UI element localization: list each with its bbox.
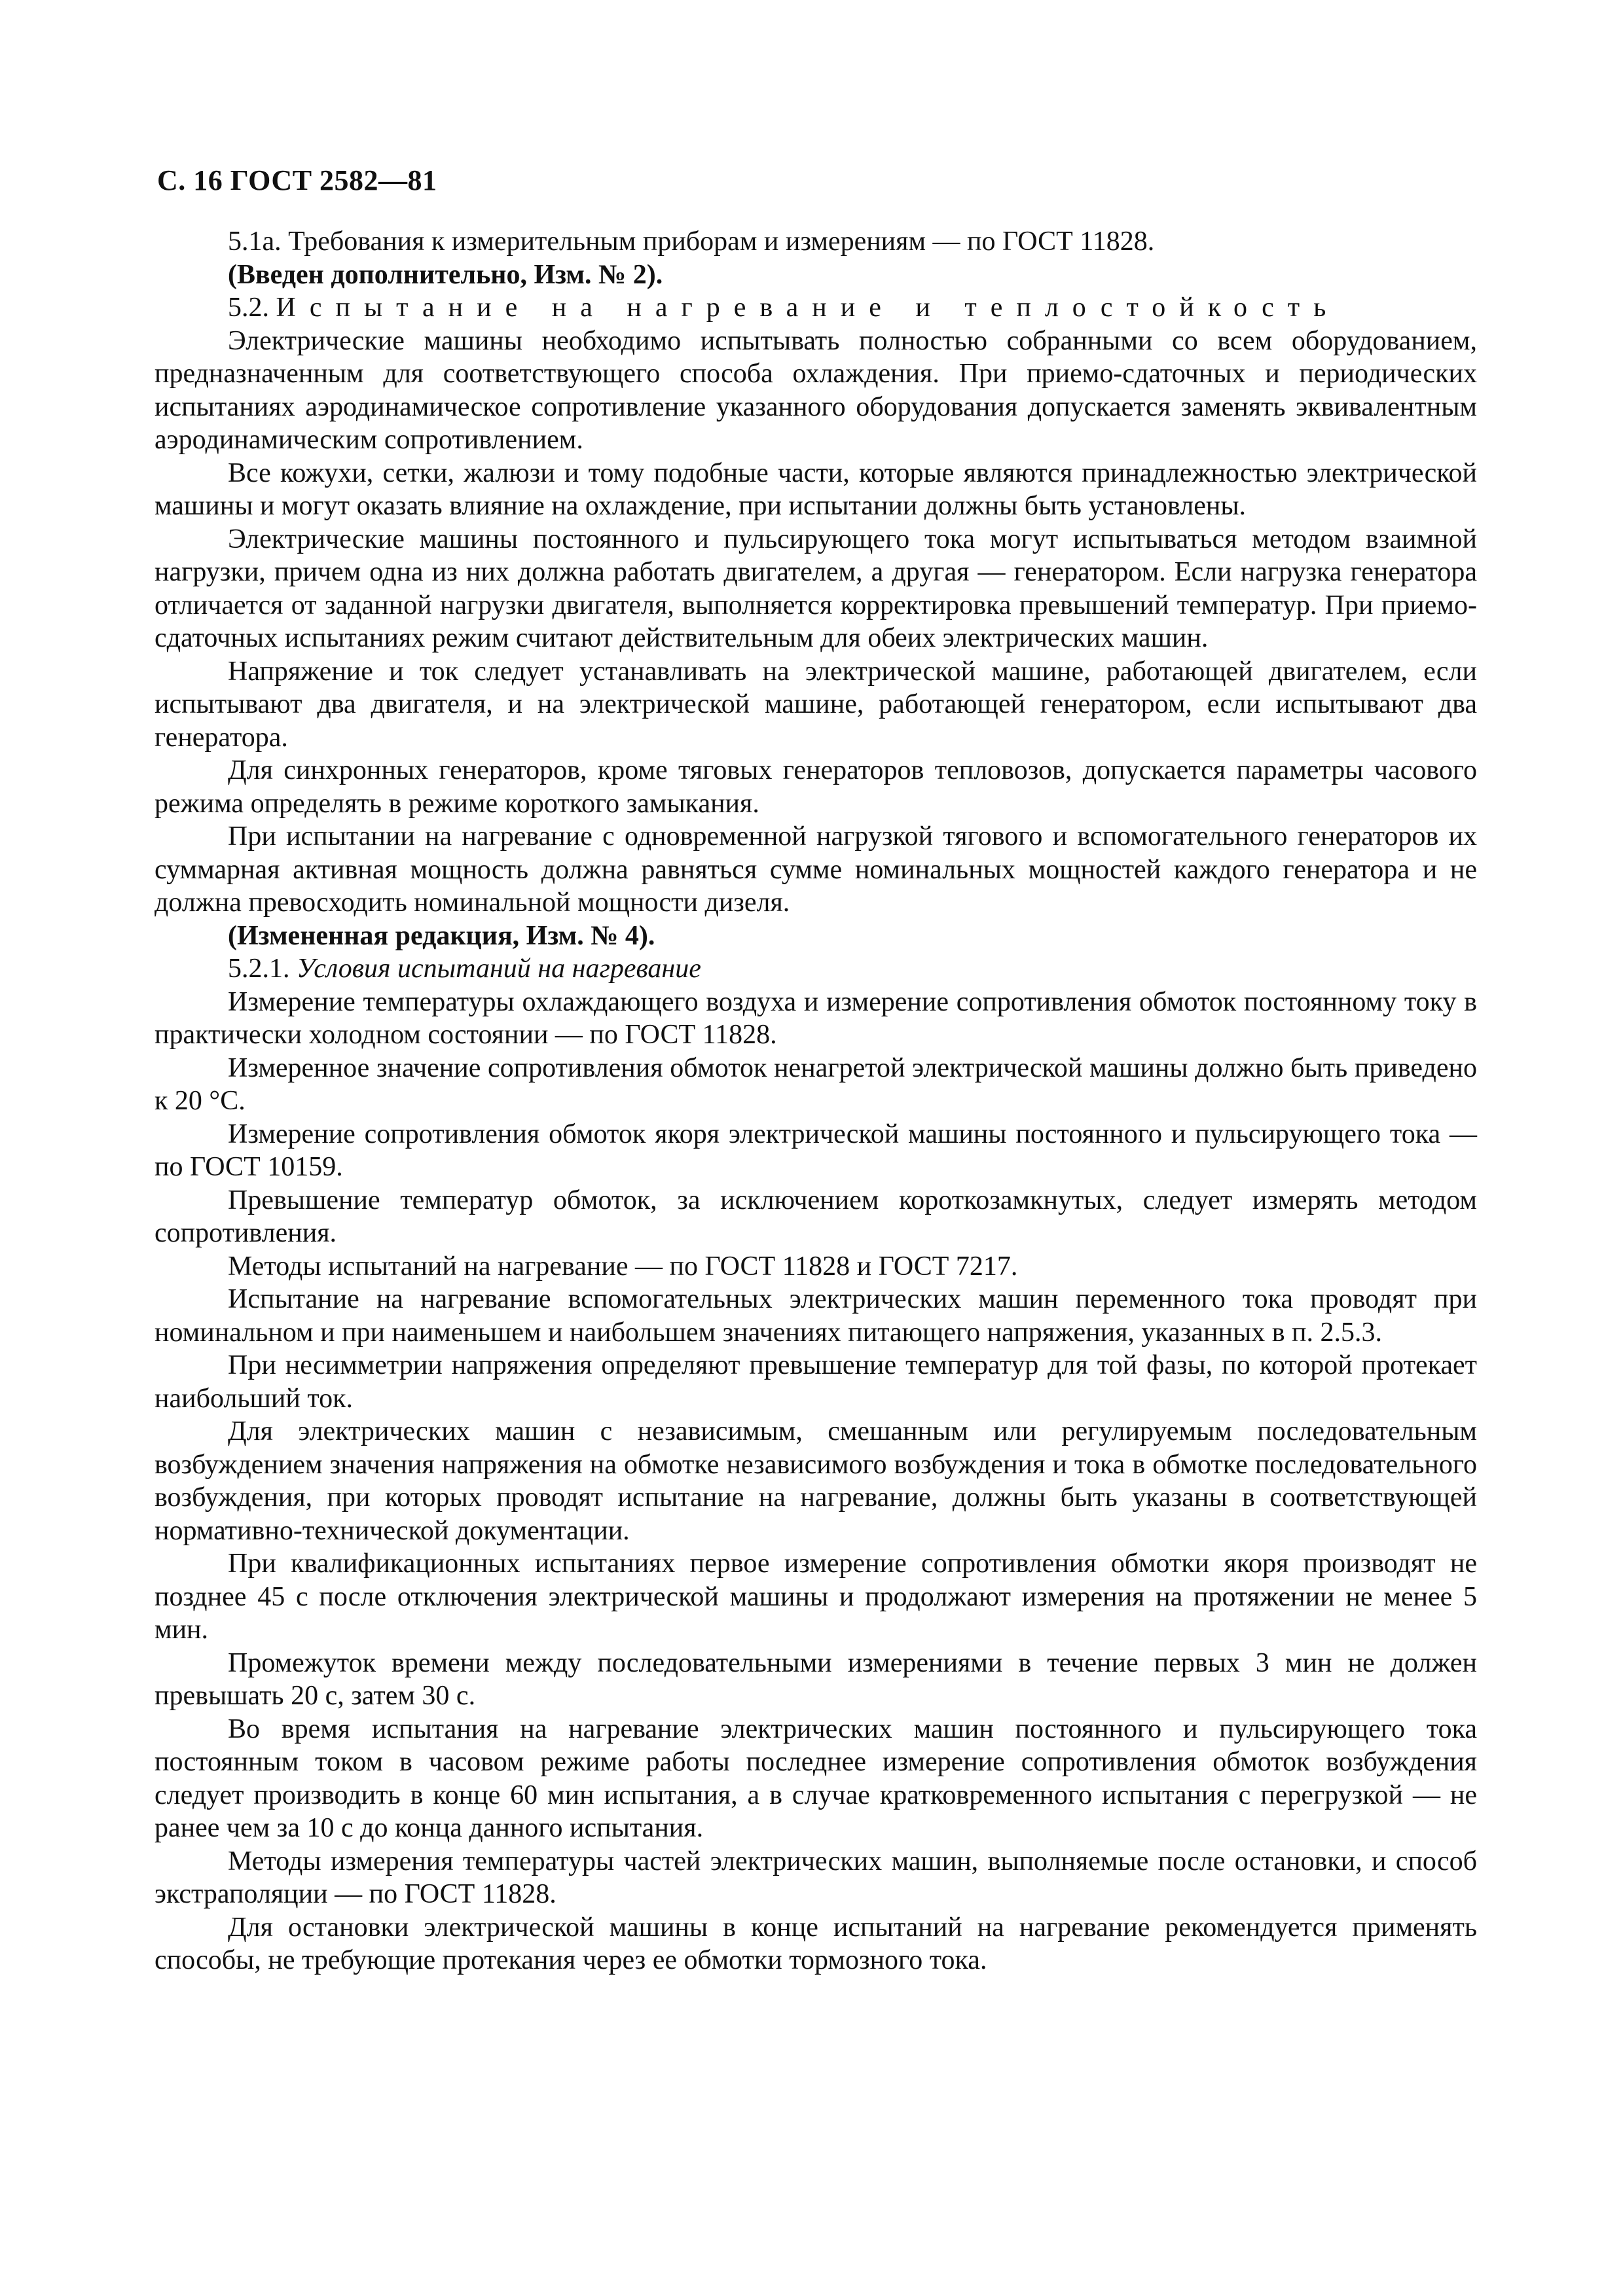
paragraph: Все кожухи, сетки, жалюзи и тому подобные части, которые являются принадлежностью электрической машины и могут оказать влияние на охлаждение, при испытании должны быть установлены. (155, 457, 1477, 521)
paragraph: Измерение сопротивления обмоток якоря электрической машины постоянного и пульсирующего тока — по ГОСТ 10159. (155, 1119, 1477, 1182)
subsection-number: 5.2.1. (228, 954, 290, 984)
paragraph: Испытание на нагревание вспомогательных электрических машин переменного тока проводят при номинальном и при наименьшем и наибольшем значениях питающего напряжения, указанных в п. 2.5.3. (155, 1284, 1477, 1348)
paragraph: Электрические машины необходимо испытывать полностью собранными со всем оборудованием, предназначенным для соответствующего способа охлаждения. При приемо-сдаточных и периодических испытаниях аэродинамическое сопротивление указанного оборудования допускается заменять эквивалентным аэродинамическим сопротивлением. (155, 325, 1477, 455)
paragraph: Методы измерения температуры частей электрических машин, выполняемые после остановки, и способ экстраполяции — по ГОСТ 11828. (155, 1846, 1477, 1909)
document-body (155, 225, 1477, 1977)
paragraph: При испытании на нагревание с одновременной нагрузкой тягового и вспомогательного генераторов их суммарная активная мощность должна равняться сумме номинальных мощностей каждого генератора и не должна превосходить номинальной мощности дизеля. (155, 821, 1477, 918)
paragraph: Промежуток времени между последовательными измерениями в течение первых 3 мин не должен превышать 20 с, затем 30 с. (155, 1647, 1477, 1711)
amendment-note-4: (Измененная редакция, Изм. № 4). (228, 920, 655, 951)
amendment-note-2: (Введен дополнительно, Изм. № 2). (228, 259, 663, 290)
paragraph: Превышение температур обмоток, за исключением короткозамкнутых, следует измерять методом сопротивления. (155, 1185, 1477, 1248)
paragraph: Электрические машины постоянного и пульсирующего тока могут испытываться методом взаимной нагрузки, причем одна из них должна работать двигателем, а другая — генератором. Если нагрузка генератора отличается от заданной нагрузки двигателя, выполняется корректировка превышений температур. При приемо-сдаточных испытаниях режим считают действительным для обеих электрических машин. (155, 524, 1477, 653)
section-heading-5-2 (155, 291, 1477, 325)
subsection-title: Условия испытаний на нагревание (297, 954, 701, 984)
paragraph: Для электрических машин с независимым, смешанным или регулируемым последовательным возбуждением значения напряжения на обмотке независимого возбуждения и тока в обмотке последовательного возбуждения, при которых проводят испытание на нагревание, должны быть указаны в соответствующей нормативно-технической документации. (155, 1416, 1477, 1546)
section-number: 5.2. (228, 293, 269, 323)
paragraph: При квалификационных испытаниях первое измерение сопротивления обмотки якоря производят не позднее 45 с после отключения электрической машины и продолжают измерения на протяжении не менее 5 мин. (155, 1549, 1477, 1645)
paragraph: При несимметрии напряжения определяют превышение температур для той фазы, по которой протекает наибольший ток. (155, 1350, 1477, 1414)
paragraph: Методы испытаний на нагревание — по ГОСТ 11828 и ГОСТ 7217. (228, 1251, 1018, 1282)
paragraph: Для синхронных генераторов, кроме тяговых генераторов тепловозов, допускается параметры часового режима определять в режиме короткого замыкания. (155, 755, 1477, 819)
page-header: С. 16 ГОСТ 2582—81 (157, 164, 437, 196)
paragraph: Для остановки электрической машины в конце испытаний на нагревание рекомендуется применять способы, не требующие протекания через ее обмотки тормозного тока. (155, 1912, 1477, 1975)
section-title: Испытание на нагревание и теплостойкость (276, 293, 1340, 323)
paragraph: Во время испытания на нагревание электрических машин постоянного и пульсирующего тока постоянным током в часовом режиме работы последнее измерение сопротивления обмоток возбуждения следует производить в конце 60 мин испытания, а в случае кратковременного испытания с перегрузкой — не ранее чем за 10 с до конца данного испытания. (155, 1713, 1477, 1843)
paragraph-5-1a: 5.1а. Требования к измерительным приборам и измерениям — по ГОСТ 11828. (228, 226, 1155, 257)
paragraph: Измеренное значение сопротивления обмоток ненагретой электрической машины должно быть приведено к 20 °С. (155, 1052, 1477, 1116)
paragraph: Измерение температуры охлаждающего воздуха и измерение сопротивления обмоток постоянному току в практически холодном состоянии — по ГОСТ 11828. (155, 986, 1477, 1050)
subsection-heading-5-2-1 (155, 952, 1477, 986)
paragraph: Напряжение и ток следует устанавливать на электрической машине, работающей двигателем, если испытывают два двигателя, и на электрической машине, работающей генератором, если испытывают два генератора. (155, 656, 1477, 753)
